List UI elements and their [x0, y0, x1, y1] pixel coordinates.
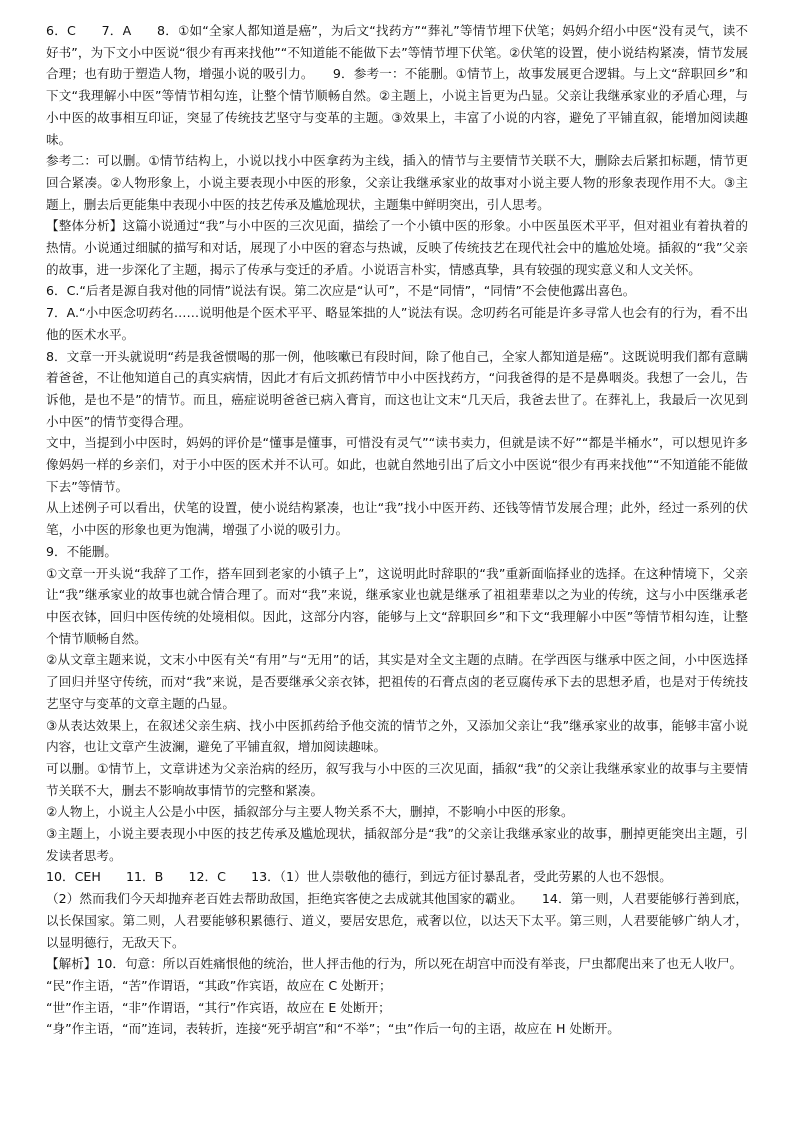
explanation-9-heading: 9．不能删。 — [46, 543, 117, 559]
answer-9-reference-two: 参考二：可以删。①情节结构上，小说以找小中医拿药为主线，插入的情节与主要情节关联不大，删除去后紧扣标题，情节更回合紧凑。②人物形象上，小说主要表现小中医的形象，父亲让我继承家业的故事对小说主要人物的形象表现作用不大。③主题上，删去后更能集中表现小中医的技艺传承及尴尬现状，主题集中鲜明突出，引人思考。 — [46, 153, 748, 212]
answers-10-13: 10．CEH 11．B 12．C 13．（1）世人崇敬他的德行，到远方征讨暴乱者，受此劳累的人也不怨恨。 — [46, 869, 672, 885]
overall-analysis: 【整体分析】这篇小说通过“我”与小中医的三次见面，描绘了一个小镇中医的形象。小中医虽医术平平，但对祖业有着执着的热情。小说通过细腻的描写和对话，展现了小中医的窘态与热诚，反映了传统技艺在现代社会中的尴尬处境。插叙的“我”父亲的故事，进一步深化了主题，揭示了传承与变迁的矛盾。小说语言朴实，情感真挚，具有较强的现实意义和人文关怀。 — [46, 218, 748, 277]
explanation-8-part3: 从上述例子可以看出，伏笔的设置，使小说结构紧凑，也让“我”找小中医开药、还钱等情节发展合理；此外，经过一系列的伏笔，小中医的形象也更为饱满，增强了小说的吸引力。 — [46, 500, 748, 538]
analysis-10: 【解析】10．句意：所以百姓痛恨他的统治，世人抨击他的行为，所以死在胡宫中而没有举丧，尸虫都爬出来了也无人收尸。 — [46, 956, 743, 972]
explanation-7: 7．A.“小中医念叨药名……说明他是个医术平平、略显笨拙的人”说法有误。念叨药名可能是许多寻常人也会有的行为，看不出他的医术水平。 — [46, 305, 748, 342]
explanation-8-part2: 文中，当提到小中医时，妈妈的评价是“懂事是懂事，可惜没有灵气”“读书卖力，但就是读不好”“都是半桶水”，可以想见许多像妈妈一样的乡亲们，对于小中医的医术并不认可。如此，也就自然地引出了后文小中医说“很少有再来找他”“不知道能不能做下去”等情节。 — [46, 435, 748, 494]
analysis-10-break-c: “民”作主语，“苦”作谓语，“其政”作宾语，故应在 C 处断开； — [46, 977, 392, 993]
explanation-9-alt-point3: ③主题上，小说主要表现小中医的技艺传承及尴尬现状，插叙部分是“我”的父亲让我继承家业的故事，删掉更能突出主题，引发读者思考。 — [46, 826, 748, 863]
explanation-8-part1: 8．文章一开头就说明“药是我爸惯喝的那一例，他咳嗽已有段时间，除了他自己，全家人都知道是癌”。这既说明我们都有意瞒着爸爸，不让他知道自己的真实病情，因此才有后文抓药情节中小中医找药方，“问我爸得的是不是鼻咽炎。我想了一会儿，告诉他，是也不是”的情节。而且，癌症说明爸爸已病入膏肓，而这也让文末“几天后，我爸去世了。在葬礼上，我最后一次见到小中医”的情节变得合理。 — [46, 348, 748, 429]
answers-13-14: （2）然而我们今天却抛弃老百姓去帮助敌国，拒绝宾客使之去成就其他国家的霸业。 14．第一则，人君要能够行善到底，以长保国家。第二则，人君要能够积累德行、道义，要居安思危，戒奢以位，以达天下太平。第三则，人君要能够广纳人才，以显明德行，无敌天下。 — [46, 891, 748, 950]
analysis-10-break-h: “身”作主语，“而”连词，表转折，连接“死乎胡宫”和“不举”；“虫”作后一句的主语，故应在 H 处断开。 — [46, 1021, 620, 1037]
explanation-9-point1: ①文章一开头说“我辞了工作，搭车回到老家的小镇子上”，这说明此时辞职的“我”重新面临择业的选择。在这种情境下，父亲让“我”继承家业的故事也就合情合理了。而对“我”来说，继承家业也就是继承了祖祖辈辈以之为业的传统，这与小中医继承老中医衣钵，回归中医传统的处境相似。因此，这部分内容，能够与上文“辞职回乡”和下文“我理解小中医”等情节相勾连，让整个情节顺畅自然。 — [46, 565, 748, 646]
explanation-9-alt-point1: 可以删。①情节上，文章讲述为父亲治病的经历，叙写我与小中医的三次见面，插叙“我”的父亲让我继承家业的故事与主要情节关联不大，删去不影响故事情节的完整和紧凑。 — [46, 760, 748, 798]
explanation-9-point2: ②从文章主题来说，文末小中医有关“有用”与“无用”的话，其实是对全文主题的点睛。在学西医与继承中医之间，小中医选择了回归并坚守传统，而对“我”来说，是否要继承父亲衣钵，把祖传的石膏点卤的老豆腐传承下去的思想矛盾，也是对于传统技艺坚守与变革的文章主题的凸显。 — [46, 652, 748, 711]
answer-6-9-summary: 6．C 7．A 8．①如“全家人都知道是癌”，为后文“找药方”“葬礼”等情节埋下伏笔；妈妈介绍小中医“没有灵气，读不好书”，为下文小中医说“很少有再来找他”“不知道能不能做下去”等情节埋下伏笔。②伏笔的设置，使小说结构紧凑，情节发展合理；也有助于塑造人物，增强小说的吸引力。 9．参考一：不能删。①情节上，故事发展更合逻辑。与上文“辞职回乡”和下文“我理解小中医”等情节相勾连，让整个情节顺畅自然。②主题上，小说主旨更为凸显。父亲让我继承家业的矛盾心理，与小中医的故事相互印证，突显了传统技艺坚守与变革的主题。③效果上，丰富了小说的内容，避免了平铺直叙，能增加阅读趣味。 — [46, 23, 748, 147]
analysis-10-break-e: “世”作主语，“非”作谓语，“其行”作宾语，故应在 E 处断开； — [46, 999, 391, 1015]
explanation-9-alt-point2: ②人物上，小说主人公是小中医，插叙部分与主要人物关系不大，删掉，不影响小中医的形象。 — [46, 804, 574, 820]
explanation-9-point3: ③从表达效果上，在叙述父亲生病、找小中医抓药给予他交流的情节之外，又添加父亲让“我”继承家业的故事，能够丰富小说内容，也让文章产生波澜，避免了平铺直叙，增加阅读趣味。 — [46, 717, 748, 755]
explanation-6: 6．C.“后者是源自我对他的同情”说法有误。第二次应是“认可”，不是“同情”，“同情”不会使他露出喜色。 — [46, 283, 636, 299]
